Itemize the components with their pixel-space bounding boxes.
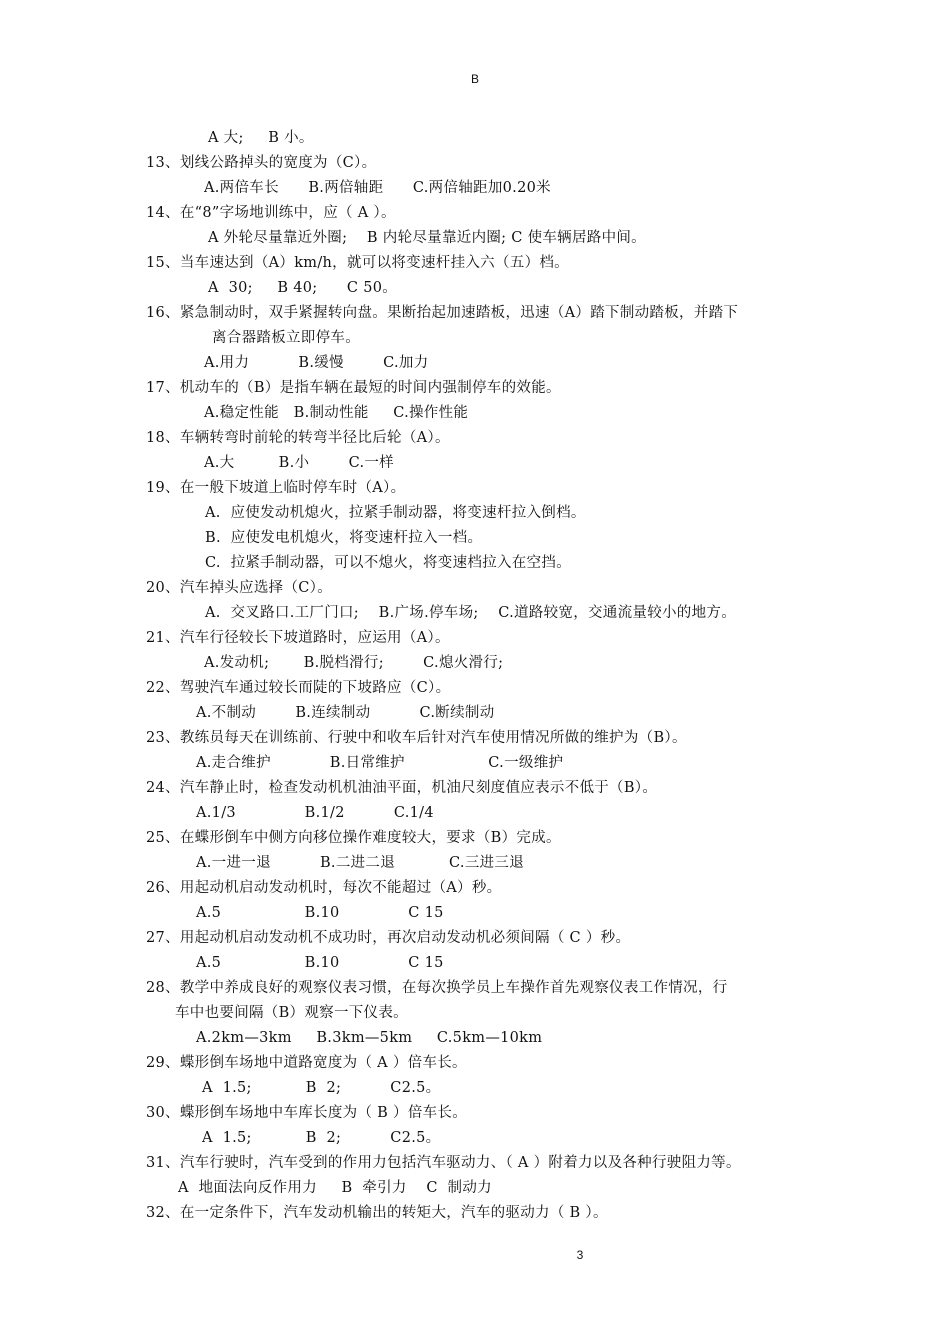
question-line: 14、在“8”字场地训练中，应（ A ）。 xyxy=(146,205,396,221)
question-line: 28、教学中养成良好的观察仪表习惯，在每次换学员上车操作首先观察仪表工作情况，行 xyxy=(146,980,728,996)
option-line: A 大; B 小。 xyxy=(208,130,314,146)
question-line: 17、机动车的（B）是指车辆在最短的时间内强制停车的效能。 xyxy=(146,380,561,396)
question-line: 24、汽车静止时，检查发动机机油油平面，机油尺刻度值应表示不低于（B）。 xyxy=(146,780,658,796)
question-line: 20、汽车掉头应选择（C）。 xyxy=(146,580,332,596)
option-line: 车中也要间隔（B）观察一下仪表。 xyxy=(175,1005,408,1021)
option-line: A.两倍车长 B.两倍轴距 C.两倍轴距加0.20米 xyxy=(204,180,551,196)
option-line: 离合器踏板立即停车。 xyxy=(212,330,360,346)
option-line: B. 应使发电机熄火，将变速杆拉入一档。 xyxy=(205,530,483,546)
option-line: A.一进一退 B.二进二退 C.三进三退 xyxy=(196,855,525,871)
question-line: 22、驾驶汽车通过较长而陡的下坡路应（C）。 xyxy=(146,680,451,696)
option-line: A 1.5; B 2; C2.5。 xyxy=(202,1130,441,1146)
question-line: 32、在一定条件下，汽车发动机输出的转矩大，汽车的驱动力（ B ）。 xyxy=(146,1205,608,1221)
option-line: A. 应使发动机熄火，拉紧手制动器，将变速杆拉入倒档。 xyxy=(205,505,586,521)
question-line: 23、教练员每天在训练前、行驶中和收车后针对汽车使用情况所做的维护为（B）。 xyxy=(146,730,687,746)
option-line: A.1/3 B.1/2 C.1/4 xyxy=(196,805,434,821)
option-line: A.2km—3km B.3km—5km C.5km—10km xyxy=(196,1030,543,1046)
question-line: 16、紧急制动时，双手紧握转向盘。果断抬起加速踏板，迅速（A）踏下制动踏板，并踏下 xyxy=(146,305,739,321)
page-header: B xyxy=(470,72,479,86)
question-line: 13、划线公路掉头的宽度为（C）。 xyxy=(146,155,377,171)
option-line: A.不制动 B.连续制动 C.断续制动 xyxy=(196,705,495,721)
option-line: A.5 B.10 C 15 xyxy=(196,955,444,971)
question-line: 30、蝶形倒车场地中车库长度为（ B ）倍车长。 xyxy=(146,1105,468,1121)
option-line: A 30; B 40; C 50。 xyxy=(208,280,398,296)
question-line: 27、用起动机启动发动机不成功时，再次启动发动机必须间隔（ C ）秒。 xyxy=(146,930,631,946)
option-line: A. 交叉路口.工厂门口; B.广场.停车场; C.道路较宽，交通流量较小的地方。 xyxy=(205,605,737,621)
option-line: A.大 B.小 C.一样 xyxy=(204,455,394,471)
question-line: 18、车辆转弯时前轮的转弯半径比后轮（A）。 xyxy=(146,430,450,446)
option-line: A.5 B.10 C 15 xyxy=(196,905,444,921)
question-line: 31、汽车行驶时，汽车受到的作用力包括汽车驱动力、（ A ）附着力以及各种行驶阻力等。 xyxy=(146,1155,741,1171)
option-line: C. 拉紧手制动器，可以不熄火，将变速档拉入在空挡。 xyxy=(205,555,572,571)
question-line: 26、用起动机启动发动机时，每次不能超过（A）秒。 xyxy=(146,880,502,896)
option-line: A 外轮尽量靠近外圈; B 内轮尽量靠近内圈; C 使车辆居路中间。 xyxy=(208,230,646,246)
option-line: A 地面法向反作用力 B 牵引力 C 制动力 xyxy=(178,1180,492,1196)
question-line: 21、汽车行径较长下坡道路时，应运用（A）。 xyxy=(146,630,450,646)
question-line: 19、在一般下坡道上临时停车时（A）。 xyxy=(146,480,406,496)
option-line: A 1.5; B 2; C2.5。 xyxy=(202,1080,441,1096)
question-line: 25、在蝶形倒车中侧方向移位操作难度较大，要求（B）完成。 xyxy=(146,830,561,846)
option-line: A.用力 B.缓慢 C.加力 xyxy=(204,355,429,371)
question-line: 29、蝶形倒车场地中道路宽度为（ A ）倍车长。 xyxy=(146,1055,467,1071)
option-line: A.发动机; B.脱档滑行; C.熄火滑行; xyxy=(204,655,504,671)
option-line: A.走合维护 B.日常维护 C.一级维护 xyxy=(196,755,564,771)
option-line: A.稳定性能 B.制动性能 C.操作性能 xyxy=(204,405,469,421)
question-line: 15、当车速达到（A）km/h，就可以将变速杆挂入六（五）档。 xyxy=(146,255,569,271)
page-number: 3 xyxy=(576,1248,584,1262)
